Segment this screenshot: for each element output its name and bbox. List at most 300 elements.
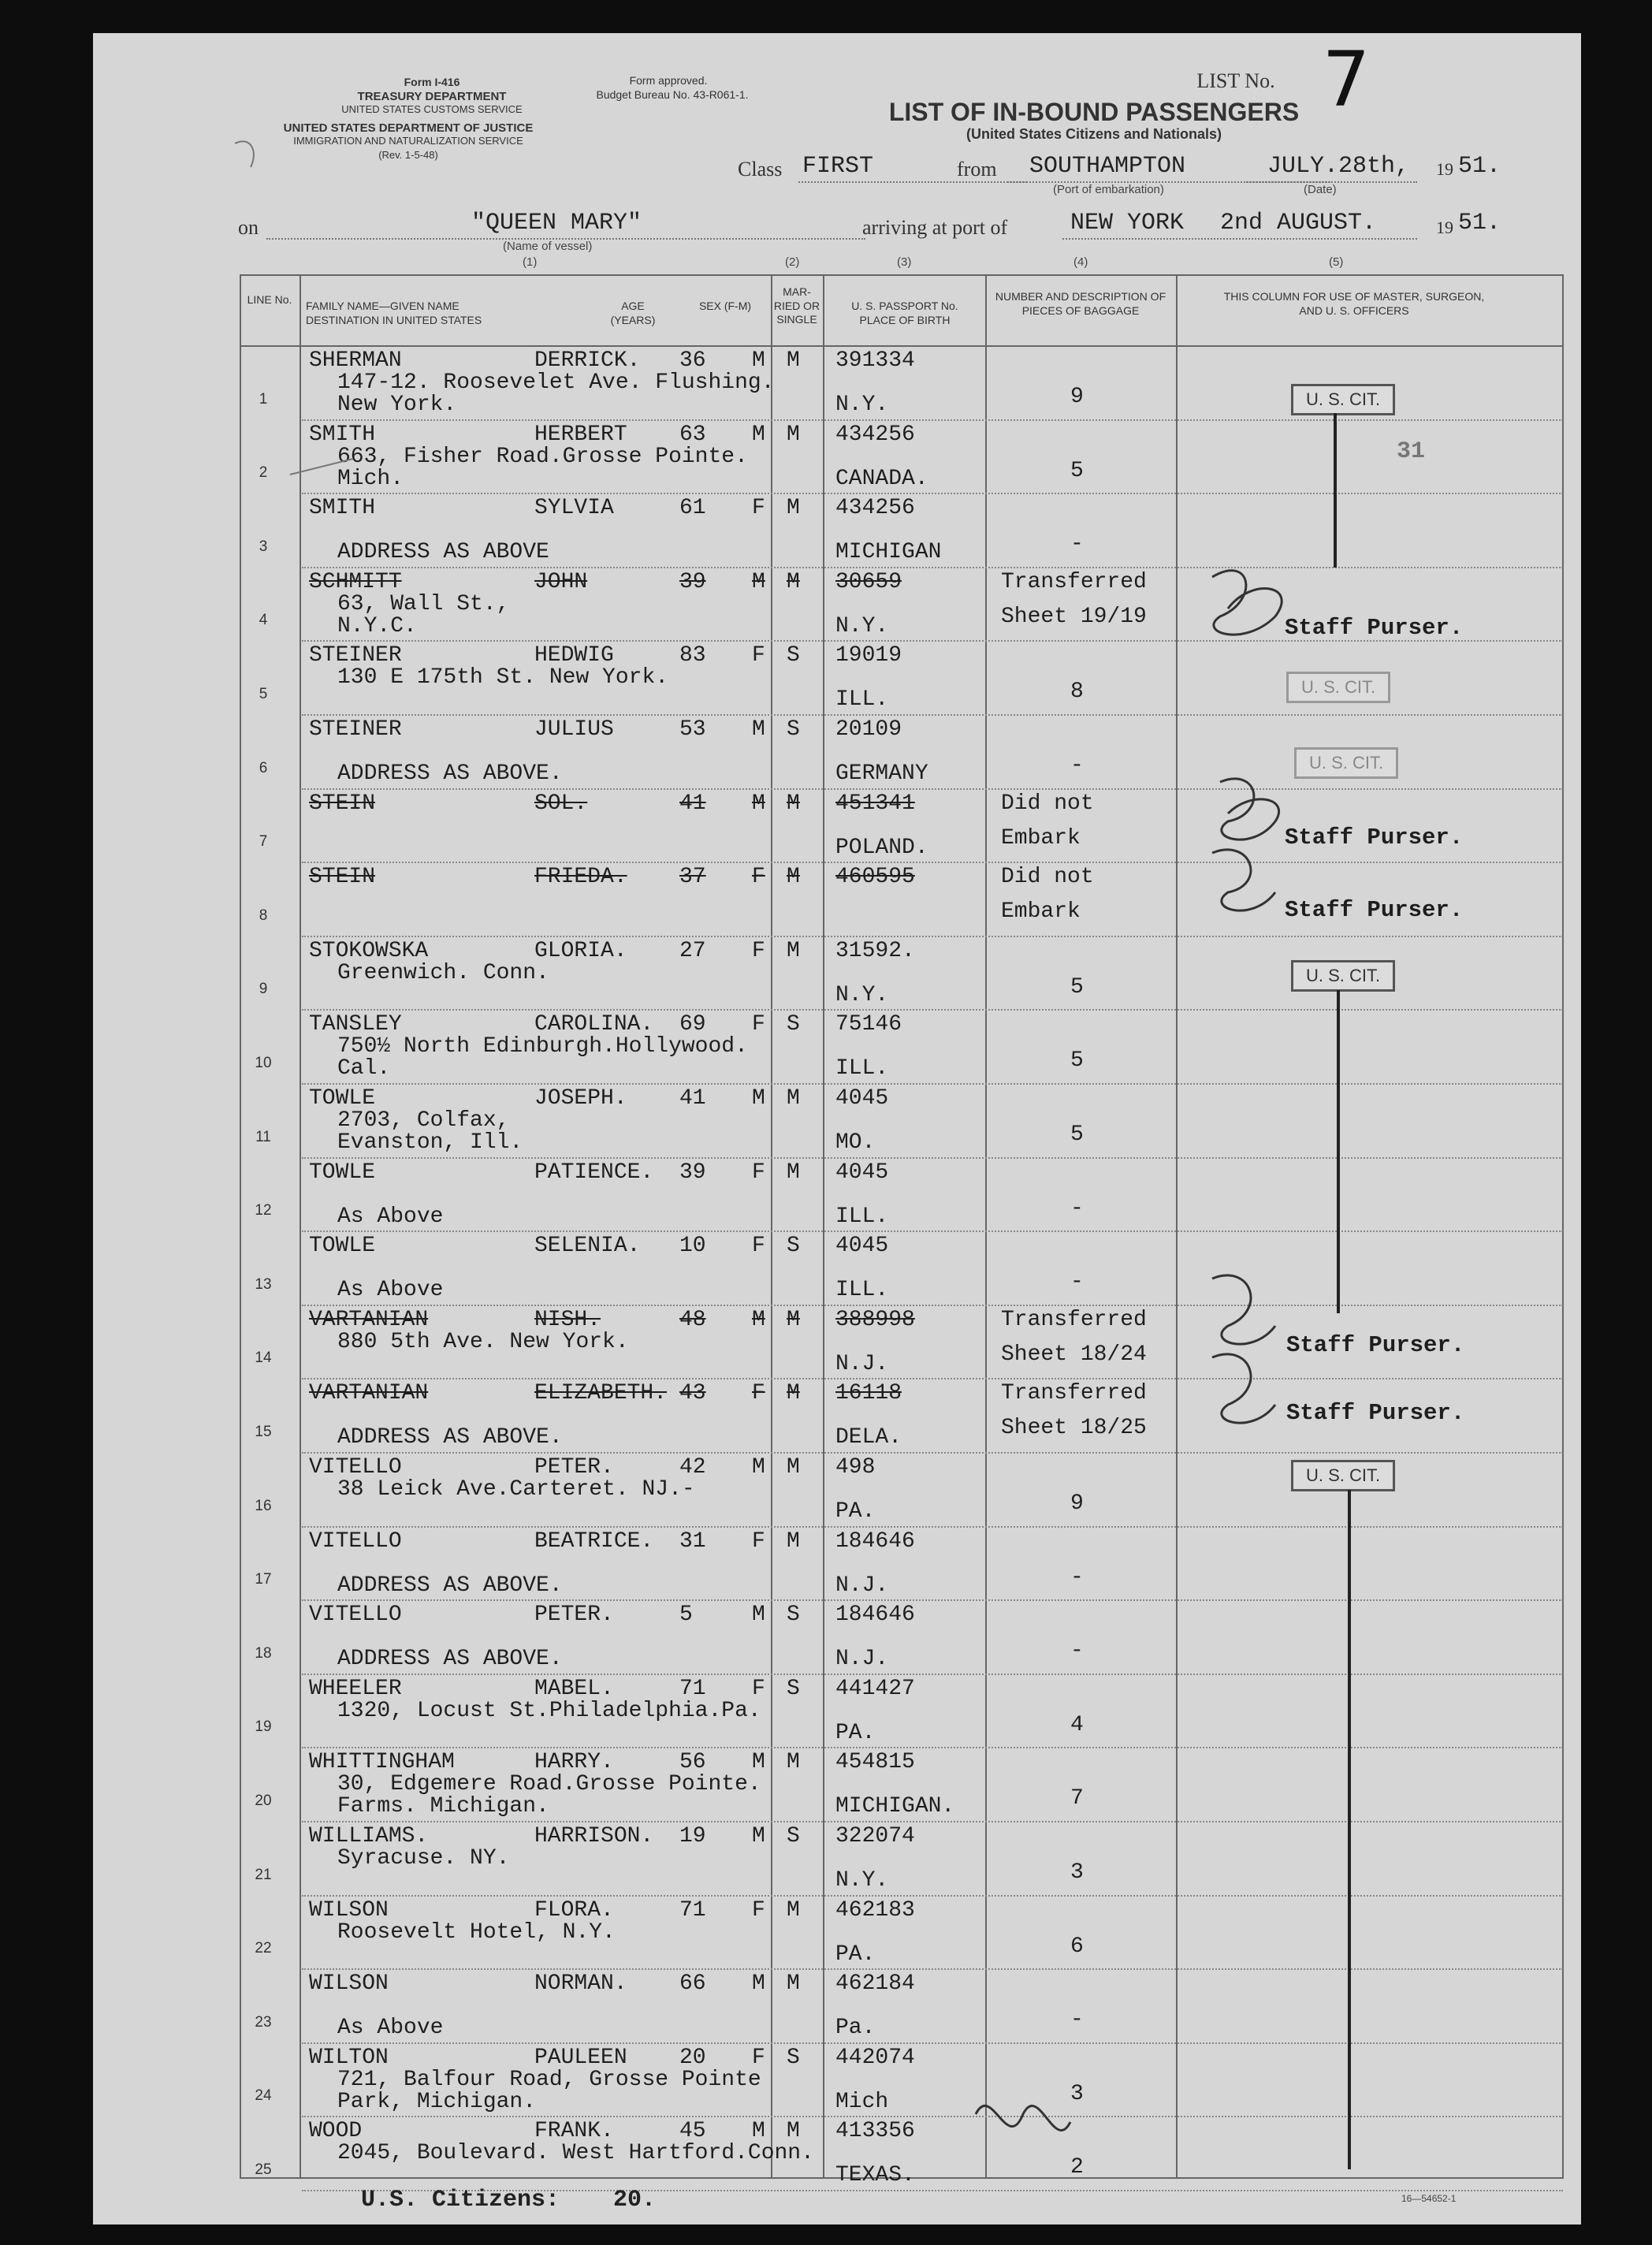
family-name: VARTANIAN bbox=[309, 1381, 429, 1406]
given-name: MABEL. bbox=[534, 1676, 614, 1701]
row-divider bbox=[302, 936, 1563, 938]
line-number: 25 bbox=[255, 2161, 272, 2178]
address-line-2: As Above bbox=[337, 2016, 444, 2041]
port-embark-caption: (Port of embarkation) bbox=[1053, 183, 1164, 196]
baggage-count: 5 bbox=[1070, 974, 1084, 1000]
passport-number: 462183 bbox=[835, 1897, 915, 1923]
ref-number: 31 bbox=[1397, 438, 1426, 465]
dept-justice-sub: IMMIGRATION AND NATURALIZATION SERVICE bbox=[293, 135, 523, 147]
line-number: 16 bbox=[255, 1497, 272, 1514]
marital-status: M bbox=[787, 1897, 800, 1923]
row-divider bbox=[302, 419, 1563, 422]
place-of-birth: N.J. bbox=[835, 1351, 889, 1376]
year-prefix: 19 bbox=[1436, 159, 1453, 179]
given-name: SELENIA. bbox=[534, 1234, 641, 1259]
baggage-note-2: Embark bbox=[1001, 899, 1081, 925]
sex: M bbox=[752, 717, 765, 742]
age: 39 bbox=[679, 569, 706, 594]
family-name: WILSON bbox=[309, 1971, 389, 1997]
col-number-4: (4) bbox=[1073, 255, 1088, 269]
revision: (Rev. 1-5-48) bbox=[378, 149, 438, 161]
marital-status: M bbox=[787, 496, 800, 521]
marital-status: S bbox=[787, 1012, 800, 1037]
passport-number: 20109 bbox=[835, 717, 902, 742]
sex: M bbox=[752, 2119, 765, 2144]
line-number: 18 bbox=[255, 1644, 272, 1662]
line-number: 15 bbox=[255, 1424, 272, 1440]
embark-year: 51. bbox=[1458, 153, 1501, 180]
family-name: SMITH bbox=[309, 496, 376, 521]
sex: M bbox=[752, 1086, 765, 1111]
given-name: PAULEEN bbox=[534, 2045, 627, 2070]
baggage-note: Did not bbox=[1001, 791, 1094, 816]
given-name: FLORA. bbox=[534, 1897, 614, 1923]
given-name: JULIUS bbox=[534, 717, 614, 742]
family-name: WILTON bbox=[309, 2045, 389, 2070]
line-number: 13 bbox=[255, 1275, 272, 1293]
baggage-note-2: Embark bbox=[1001, 825, 1081, 851]
baggage-count: 9 bbox=[1070, 1491, 1084, 1516]
arrival-date: 2nd AUGUST. bbox=[1220, 210, 1377, 236]
passenger-list-sheet bbox=[93, 33, 1581, 2225]
place-of-birth: PA. bbox=[835, 1942, 876, 1967]
address-line-2: Evanston, Ill. bbox=[337, 1130, 523, 1155]
marital-status: M bbox=[787, 1750, 800, 1775]
given-name: BEATRICE. bbox=[534, 1528, 654, 1554]
passport-number: 4045 bbox=[835, 1086, 889, 1111]
sex: F bbox=[752, 1528, 765, 1554]
row-divider bbox=[302, 2042, 1563, 2045]
staff-purser-note: Staff Purser. bbox=[1286, 1400, 1465, 1426]
sex: M bbox=[752, 1824, 765, 1848]
baggage-count: - bbox=[1070, 532, 1084, 557]
row-divider bbox=[302, 1968, 1563, 1971]
sex: F bbox=[752, 1160, 765, 1185]
passport-number: 19019 bbox=[835, 643, 902, 668]
row-divider bbox=[302, 862, 1563, 864]
place-of-birth: POLAND. bbox=[835, 835, 928, 860]
bracket-arrow bbox=[1337, 990, 1340, 1313]
age: 20 bbox=[679, 2045, 706, 2070]
family-name: VARTANIAN bbox=[309, 1307, 429, 1332]
line-number: 5 bbox=[259, 686, 268, 702]
from-label: from bbox=[957, 158, 997, 181]
passport-number: 388998 bbox=[835, 1307, 915, 1332]
baggage-count: 3 bbox=[1070, 2081, 1084, 2106]
vessel-caption: (Name of vessel) bbox=[503, 240, 593, 253]
family-name: STEINER bbox=[309, 717, 402, 742]
passport-number: 391334 bbox=[835, 348, 915, 373]
family-name: STEINER bbox=[309, 643, 402, 668]
sex: M bbox=[752, 348, 765, 373]
marital-status: M bbox=[787, 1528, 800, 1554]
address-line-2: ADDRESS AS ABOVE. bbox=[337, 761, 563, 786]
row-divider bbox=[302, 1674, 1563, 1676]
marital-status: S bbox=[787, 1234, 800, 1259]
age: 69 bbox=[679, 1012, 706, 1037]
given-name: HARRISON. bbox=[534, 1824, 654, 1848]
age: 83 bbox=[679, 643, 706, 668]
marital-status: M bbox=[787, 938, 800, 963]
place-of-birth: ILL. bbox=[835, 1278, 889, 1303]
family-name: SCHMITT bbox=[309, 569, 402, 594]
row-divider bbox=[302, 1452, 1563, 1454]
line-number: 2 bbox=[259, 464, 268, 482]
passport-number: 4045 bbox=[835, 1160, 889, 1185]
age: 66 bbox=[679, 1971, 706, 1997]
passport-number: 30659 bbox=[835, 569, 902, 594]
passport-number: 460595 bbox=[835, 865, 915, 890]
place-of-birth: Mich bbox=[835, 2089, 889, 2114]
baggage-count: - bbox=[1070, 2008, 1084, 2033]
place-of-birth: N.Y. bbox=[835, 1868, 889, 1893]
given-name: PETER. bbox=[534, 1603, 614, 1628]
age: 39 bbox=[679, 1160, 706, 1185]
family-name: SMITH bbox=[309, 422, 376, 447]
marital-status: S bbox=[787, 1603, 800, 1628]
family-name: STEIN bbox=[309, 791, 376, 816]
place-of-birth: N.Y. bbox=[835, 393, 889, 417]
age: 19 bbox=[679, 1824, 706, 1848]
given-name: HARRY. bbox=[534, 1750, 614, 1775]
address-line-1: 880 5th Ave. New York. bbox=[337, 1329, 629, 1354]
list-no: 7 bbox=[1322, 35, 1371, 124]
arriving-label: arriving at port of bbox=[862, 216, 1008, 239]
sex: F bbox=[752, 1897, 765, 1923]
place-of-birth: DELA. bbox=[835, 1425, 902, 1450]
vessel-name: "QUEEN MARY" bbox=[471, 210, 642, 236]
family-name: VITELLO bbox=[309, 1603, 402, 1628]
given-name: PETER. bbox=[534, 1455, 614, 1480]
age: 41 bbox=[679, 1086, 706, 1111]
sex: M bbox=[752, 791, 765, 816]
line-number: 14 bbox=[255, 1350, 272, 1367]
passport-number: 322074 bbox=[835, 1824, 915, 1848]
col-number-2: (2) bbox=[785, 255, 800, 269]
place-of-birth: N.J. bbox=[835, 1573, 889, 1598]
given-name: CAROLINA. bbox=[534, 1012, 654, 1037]
age: 41 bbox=[679, 791, 706, 816]
marital-status: M bbox=[787, 865, 800, 890]
given-name: ELIZABETH. bbox=[534, 1381, 668, 1406]
line-number: 11 bbox=[255, 1128, 271, 1145]
address-line-2: ADDRESS AS ABOVE bbox=[337, 540, 549, 565]
address-line-1: 130 E 175th St. New York. bbox=[337, 665, 669, 691]
baggage-count: 9 bbox=[1070, 385, 1084, 409]
address-line-1: 147-12. Roosevelet Ave. Flushing. bbox=[337, 370, 775, 395]
sex: F bbox=[752, 938, 765, 963]
given-name: NORMAN. bbox=[534, 1971, 627, 1997]
address-line-2: As Above bbox=[337, 1278, 444, 1303]
marital-status: S bbox=[787, 717, 800, 742]
family-name: STOKOWSKA bbox=[309, 938, 429, 963]
row-divider bbox=[302, 1526, 1563, 1528]
form-approved: Form approved. bbox=[629, 74, 708, 87]
class-value: FIRST bbox=[802, 153, 874, 180]
passport-number: 4045 bbox=[835, 1234, 889, 1259]
passport-number: 498 bbox=[835, 1455, 876, 1480]
col-number-3: (3) bbox=[897, 255, 912, 269]
place-of-birth: MICHIGAN bbox=[835, 540, 942, 565]
age: 42 bbox=[679, 1455, 706, 1480]
baggage-note-2: Sheet 18/24 bbox=[1001, 1342, 1147, 1367]
marital-status: M bbox=[787, 791, 800, 816]
citizens-total-label: U.S. Citizens: bbox=[361, 2187, 560, 2213]
dept-treasury-sub: UNITED STATES CUSTOMS SERVICE bbox=[341, 103, 523, 115]
col-line-no: LINE No. bbox=[247, 293, 292, 306]
row-divider bbox=[302, 1009, 1563, 1011]
family-name: SHERMAN bbox=[309, 348, 402, 373]
budget-bureau: Budget Bureau No. 43-R061-1. bbox=[596, 88, 749, 101]
address-line-2: As Above bbox=[337, 1204, 444, 1229]
address-line-2: Farms. Michigan. bbox=[337, 1794, 549, 1819]
baggage-count: 4 bbox=[1070, 1712, 1084, 1737]
row-divider bbox=[302, 714, 1563, 717]
age: 71 bbox=[679, 1676, 706, 1701]
dept-justice: UNITED STATES DEPARTMENT OF JUSTICE bbox=[283, 121, 534, 135]
age: 63 bbox=[679, 422, 706, 447]
age: 45 bbox=[679, 2119, 706, 2144]
marital-status: M bbox=[787, 1381, 800, 1406]
place-of-birth: MO. bbox=[835, 1130, 876, 1155]
date-caption: (Date) bbox=[1304, 183, 1337, 196]
col-sex: SEX (F-M) bbox=[698, 300, 752, 312]
baggage-count: 5 bbox=[1070, 458, 1084, 483]
given-name: FRANK. bbox=[534, 2119, 614, 2144]
passport-number: 16118 bbox=[835, 1381, 902, 1406]
bracket-arrow bbox=[1334, 413, 1337, 568]
on-label: on bbox=[238, 216, 259, 239]
col-officers: THIS COLUMN FOR USE OF MASTER, SURGEON, AND U. S. OFFICERS bbox=[1223, 290, 1485, 317]
line-number: 12 bbox=[255, 1202, 272, 1219]
line-number: 10 bbox=[255, 1055, 272, 1071]
staff-purser-note: Staff Purser. bbox=[1285, 897, 1464, 923]
place-of-birth: N.Y. bbox=[835, 982, 889, 1007]
marital-status: M bbox=[787, 1455, 800, 1480]
family-name: WILLIAMS. bbox=[309, 1824, 429, 1848]
row-divider bbox=[302, 493, 1563, 495]
line-number: 21 bbox=[255, 1866, 272, 1883]
sex: F bbox=[752, 1381, 765, 1406]
row-divider bbox=[302, 788, 1563, 791]
address-line-2: New York. bbox=[337, 393, 457, 417]
bracket-arrow bbox=[1348, 1490, 1351, 2169]
given-name: HEDWIG bbox=[534, 643, 614, 668]
passport-number: 184646 bbox=[835, 1603, 915, 1628]
baggage-count: - bbox=[1070, 754, 1084, 778]
baggage-count: - bbox=[1070, 1270, 1084, 1295]
line-number: 4 bbox=[259, 612, 268, 629]
family-name: TOWLE bbox=[309, 1086, 376, 1111]
family-name: WOOD bbox=[309, 2119, 363, 2144]
line-number: 9 bbox=[259, 981, 268, 998]
line-number: 1 bbox=[259, 390, 268, 408]
address-line-1: 750½ North Edinburgh.Hollywood. bbox=[337, 1034, 748, 1059]
marital-status: M bbox=[787, 1307, 800, 1332]
us-citizen-stamp: U. S. CIT. bbox=[1291, 960, 1395, 992]
given-name: SYLVIA bbox=[534, 496, 614, 521]
baggage-count: 6 bbox=[1070, 1934, 1084, 1959]
place-of-birth: GERMANY bbox=[835, 761, 928, 786]
sex: M bbox=[752, 1603, 765, 1628]
age: 43 bbox=[679, 1381, 706, 1406]
address-line-2: Mich. bbox=[337, 466, 404, 491]
form-footer-code: 16—54652-1 bbox=[1401, 2193, 1457, 2204]
address-line-1: 38 Leick Ave.Carteret. NJ.- bbox=[337, 1477, 695, 1502]
age: 27 bbox=[679, 938, 706, 963]
place-of-birth: PA. bbox=[835, 1499, 876, 1524]
passport-number: 451341 bbox=[835, 791, 915, 816]
marital-status: S bbox=[787, 1676, 800, 1701]
age: 37 bbox=[679, 865, 706, 890]
us-citizen-stamp: U. S. CIT. bbox=[1291, 384, 1395, 415]
col-baggage: NUMBER AND DESCRIPTION OF PIECES OF BAGGAGE bbox=[995, 290, 1166, 317]
place-of-birth: PA. bbox=[835, 1720, 876, 1745]
row-divider bbox=[302, 1083, 1563, 1085]
given-name: DERRICK. bbox=[534, 348, 641, 373]
line-number: 19 bbox=[255, 1718, 272, 1736]
baggage-count: - bbox=[1070, 1565, 1084, 1590]
us-citizen-stamp-faint: U. S. CIT. bbox=[1286, 672, 1390, 703]
given-name: NISH. bbox=[534, 1307, 601, 1332]
sex: F bbox=[752, 1012, 765, 1037]
baggage-note: Transferred bbox=[1001, 1307, 1147, 1332]
marital-status: M bbox=[787, 1086, 800, 1111]
age: 31 bbox=[679, 1528, 706, 1554]
given-name: FRIEDA. bbox=[534, 865, 627, 890]
marital-status: M bbox=[787, 1160, 800, 1185]
family-name: WHEELER bbox=[309, 1676, 402, 1701]
age: 10 bbox=[679, 1234, 706, 1259]
sex: F bbox=[752, 865, 765, 890]
sex: M bbox=[752, 1307, 765, 1332]
place-of-birth: MICHIGAN. bbox=[835, 1794, 955, 1819]
marital-status: S bbox=[787, 1824, 800, 1848]
col-age: AGE (YEARS) bbox=[610, 300, 656, 326]
marital-status: M bbox=[787, 569, 800, 594]
passport-number: 434256 bbox=[835, 496, 915, 521]
family-name: TOWLE bbox=[309, 1234, 376, 1259]
address-line-1: Roosevelt Hotel, N.Y. bbox=[337, 1919, 616, 1945]
row-divider bbox=[302, 567, 1563, 569]
age: 61 bbox=[679, 496, 706, 521]
list-no-label: LIST No. bbox=[1196, 69, 1275, 92]
age: 71 bbox=[679, 1897, 706, 1923]
age: 56 bbox=[679, 1750, 706, 1775]
us-citizen-stamp: U. S. CIT. bbox=[1291, 1460, 1395, 1491]
passport-number: 31592. bbox=[835, 938, 915, 963]
col-name: FAMILY NAME—GIVEN NAME DESTINATION IN UNITED STATES bbox=[306, 300, 482, 326]
baggage-count: 2 bbox=[1070, 2155, 1084, 2180]
address-line-1: 1320, Locust St.Philadelphia.Pa. bbox=[337, 1698, 761, 1723]
baggage-note: Did not bbox=[1001, 865, 1094, 890]
us-citizen-stamp-faint: U. S. CIT. bbox=[1294, 747, 1398, 779]
baggage-count: 5 bbox=[1070, 1122, 1084, 1147]
address-line-1: 721, Balfour Road, Grosse Pointe bbox=[337, 2067, 761, 2092]
passport-number: 442074 bbox=[835, 2045, 915, 2070]
baggage-count: 8 bbox=[1070, 679, 1084, 705]
baggage-count: 3 bbox=[1070, 1860, 1084, 1885]
address-line-2: ADDRESS AS ABOVE. bbox=[337, 1425, 563, 1450]
place-of-birth: TEXAS. bbox=[835, 2163, 915, 2188]
arrival-year: 51. bbox=[1458, 210, 1501, 236]
year-prefix-2: 19 bbox=[1436, 218, 1453, 237]
line-number: 3 bbox=[259, 538, 268, 555]
sex: M bbox=[752, 1971, 765, 1997]
row-divider bbox=[302, 1747, 1563, 1749]
place-of-birth: Pa. bbox=[835, 2016, 876, 2041]
line-number: 24 bbox=[255, 2087, 272, 2105]
given-name: GLORIA. bbox=[534, 938, 627, 963]
address-line-1: 2703, Colfax, bbox=[337, 1108, 510, 1133]
row-divider bbox=[302, 1599, 1563, 1602]
baggage-count: - bbox=[1070, 1639, 1084, 1664]
port-of-arrival: NEW YORK bbox=[1070, 210, 1185, 236]
family-name: WILSON bbox=[309, 1897, 389, 1923]
family-name: WHITTINGHAM bbox=[309, 1750, 455, 1775]
family-name: VITELLO bbox=[309, 1528, 402, 1554]
passport-number: 462184 bbox=[835, 1971, 915, 1997]
address-line-1: 63, Wall St., bbox=[337, 591, 510, 616]
marital-status: S bbox=[787, 2045, 800, 2070]
col-passport: U. S. PASSPORT No. PLACE OF BIRTH bbox=[851, 300, 958, 326]
passport-number: 441427 bbox=[835, 1676, 915, 1701]
row-divider bbox=[302, 1305, 1563, 1307]
line-number: 20 bbox=[255, 1793, 272, 1809]
dept-treasury: TREASURY DEPARTMENT bbox=[357, 90, 507, 103]
col-married: MAR-RIED OR SINGLE bbox=[773, 285, 820, 326]
address-line-2: ADDRESS AS ABOVE. bbox=[337, 1647, 563, 1672]
row-divider bbox=[302, 1157, 1563, 1160]
place-of-birth: ILL. bbox=[835, 1056, 889, 1082]
baggage-count: - bbox=[1070, 1196, 1084, 1221]
class-label: Class bbox=[738, 158, 783, 181]
marital-status: S bbox=[787, 643, 800, 668]
place-of-birth: N.J. bbox=[835, 1647, 889, 1672]
place-of-birth: ILL. bbox=[835, 687, 889, 713]
family-name: TANSLEY bbox=[309, 1012, 402, 1037]
given-name: PATIENCE. bbox=[534, 1160, 654, 1185]
place-of-birth: ILL. bbox=[835, 1204, 889, 1229]
family-name: STEIN bbox=[309, 865, 376, 890]
age: 5 bbox=[679, 1603, 693, 1628]
staff-purser-note: Staff Purser. bbox=[1285, 615, 1464, 641]
page-title: LIST OF IN-BOUND PASSENGERS bbox=[888, 98, 1300, 126]
line-number: 23 bbox=[255, 2013, 272, 2031]
sex: M bbox=[752, 1455, 765, 1480]
row-divider bbox=[302, 1821, 1563, 1823]
age: 36 bbox=[679, 348, 706, 373]
family-name: VITELLO bbox=[309, 1455, 402, 1480]
address-line-2: Cal. bbox=[337, 1056, 391, 1082]
line-number: 22 bbox=[255, 1940, 272, 1957]
citizens-total-count: 20. bbox=[613, 2187, 657, 2213]
line-number: 6 bbox=[259, 759, 268, 776]
passport-number: 454815 bbox=[835, 1750, 915, 1775]
port-of-embarkation: SOUTHAMPTON bbox=[1029, 153, 1186, 180]
age: 48 bbox=[679, 1307, 706, 1332]
age: 53 bbox=[679, 717, 706, 742]
line-number: 8 bbox=[259, 907, 268, 924]
marital-status: M bbox=[787, 2119, 800, 2144]
address-line-2: Park, Michigan. bbox=[337, 2089, 537, 2114]
marital-status: M bbox=[787, 1971, 800, 1997]
sex: M bbox=[752, 569, 765, 594]
passport-number: 434256 bbox=[835, 422, 915, 447]
col-number-5: (5) bbox=[1329, 255, 1344, 269]
address-line-1: 2045, Boulevard. West Hartford.Conn. bbox=[337, 2141, 814, 2166]
baggage-note: Transferred bbox=[1001, 569, 1147, 594]
